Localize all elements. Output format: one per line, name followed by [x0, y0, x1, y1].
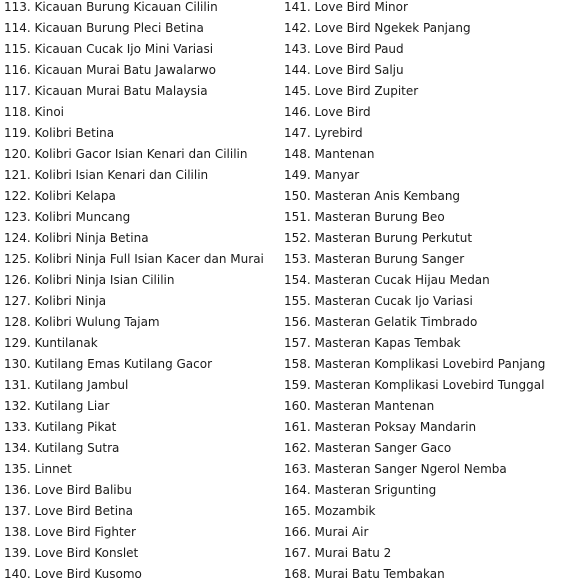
list-item: 132. Kutilang Liar [4, 399, 110, 413]
list-item: 124. Kolibri Ninja Betina [4, 231, 149, 245]
list-item: 150. Masteran Anis Kembang [284, 189, 461, 203]
list-item: 161. Masteran Poksay Mandarin [284, 420, 477, 434]
list-item: 136. Love Bird Balibu [4, 483, 132, 497]
list-item: 135. Linnet [4, 462, 72, 476]
list-item: 157. Masteran Kapas Tembak [284, 336, 461, 350]
list-item: 118. Kinoi [4, 105, 65, 119]
list-item: 113. Kicauan Burung Kicauan Cililin [4, 0, 218, 14]
list-item: 164. Masteran Srigunting [284, 483, 437, 497]
list-item: 138. Love Bird Fighter [4, 525, 136, 539]
list-item: 129. Kuntilanak [4, 336, 98, 350]
list-item: 140. Love Bird Kusomo [4, 567, 142, 581]
list-item: 168. Murai Batu Tembakan [284, 567, 445, 581]
list-item: 115. Kicauan Cucak Ijo Mini Variasi [4, 42, 214, 56]
list-item: 142. Love Bird Ngekek Panjang [284, 21, 471, 35]
list-item: 152. Masteran Burung Perkutut [284, 231, 473, 245]
list-item: 128. Kolibri Wulung Tajam [4, 315, 160, 329]
list-item: 130. Kutilang Emas Kutilang Gacor [4, 357, 213, 371]
list-item: 153. Masteran Burung Sanger [284, 252, 465, 266]
list-item: 139. Love Bird Konslet [4, 546, 139, 560]
list-item: 145. Love Bird Zupiter [284, 84, 419, 98]
list-item: 160. Masteran Mantenan [284, 399, 435, 413]
list-item: 127. Kolibri Ninja [4, 294, 107, 308]
list-item: 154. Masteran Cucak Hijau Medan [284, 273, 490, 287]
list-item: 148. Mantenan [284, 147, 375, 161]
list-item: 147. Lyrebird [284, 126, 363, 140]
list-item: 165. Mozambik [284, 504, 376, 518]
list-item: 134. Kutilang Sutra [4, 441, 120, 455]
list-item: 137. Love Bird Betina [4, 504, 133, 518]
list-item: 151. Masteran Burung Beo [284, 210, 445, 224]
list-item: 167. Murai Batu 2 [284, 546, 392, 560]
list-item: 146. Love Bird [284, 105, 371, 119]
list-item: 120. Kolibri Gacor Isian Kenari dan Cililin [4, 147, 248, 161]
left-column-list [4, 0, 276, 585]
list-item: 114. Kicauan Burung Pleci Betina [4, 21, 204, 35]
list-item: 156. Masteran Gelatik Timbrado [284, 315, 478, 329]
list-item: 143. Love Bird Paud [284, 42, 404, 56]
right-column-list [284, 0, 580, 585]
list-item: 144. Love Bird Salju [284, 63, 404, 77]
list-item: 163. Masteran Sanger Ngerol Nemba [284, 462, 507, 476]
list-item: 131. Kutilang Jambul [4, 378, 129, 392]
list-item: 159. Masteran Komplikasi Lovebird Tunggal [284, 378, 545, 392]
list-item: 126. Kolibri Ninja Isian Cililin [4, 273, 175, 287]
list-item: 122. Kolibri Kelapa [4, 189, 116, 203]
list-item: 155. Masteran Cucak Ijo Variasi [284, 294, 473, 308]
list-item: 133. Kutilang Pikat [4, 420, 117, 434]
list-item: 141. Love Bird Minor [284, 0, 408, 14]
list-item: 119. Kolibri Betina [4, 126, 115, 140]
list-item: 162. Masteran Sanger Gaco [284, 441, 452, 455]
list-item: 125. Kolibri Ninja Full Isian Kacer dan Murai [4, 252, 264, 266]
list-item: 121. Kolibri Isian Kenari dan Cililin [4, 168, 209, 182]
list-item: 123. Kolibri Muncang [4, 210, 131, 224]
list-item: 116. Kicauan Murai Batu Jawalarwo [4, 63, 217, 77]
list-item: 117. Kicauan Murai Batu Malaysia [4, 84, 208, 98]
list-item: 158. Masteran Komplikasi Lovebird Panjang [284, 357, 546, 371]
list-item: 149. Manyar [284, 168, 360, 182]
list-item: 166. Murai Air [284, 525, 369, 539]
